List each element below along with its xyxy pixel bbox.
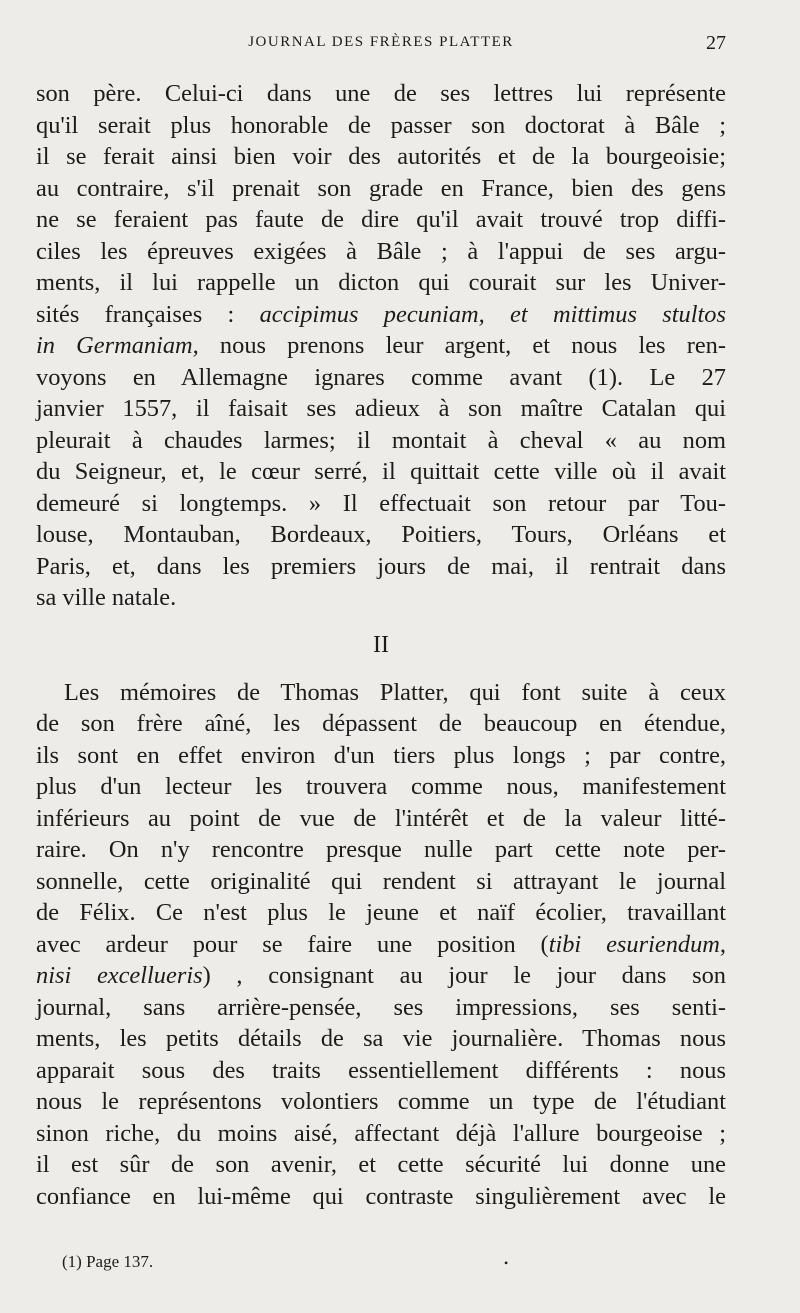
line-text: inférieurs au point de vue de l'intérêt et de la valeur litté- [36, 804, 726, 832]
text-line [36, 960, 726, 992]
text-line [36, 1086, 726, 1118]
text-line [36, 1118, 726, 1150]
page-number: 27 [706, 32, 726, 54]
line-text: il se ferait ainsi bien voir des autorités et de la bourgeoisie; [36, 143, 726, 170]
text-line [36, 330, 726, 362]
line-text: avec ardeur pour se faire une position ( [36, 930, 549, 958]
line-text: confiance en lui-même qui contraste singulièrement avec le [36, 1182, 726, 1210]
line-text: raire. On n'y rencontre presque nulle part cette note per- [36, 836, 726, 863]
line-text: plus d'un lecteur les trouvera comme nous, manifestement [36, 773, 726, 800]
line-text: nous le représentons volontiers comme un type de l'étudiant [36, 1088, 726, 1115]
line-text: il est sûr de son avenir, et cette sécurité lui donne une [36, 1151, 726, 1178]
line-text: janvier 1557, il faisait ses adieux à son maître Catalan qui [36, 395, 726, 422]
running-head [36, 32, 726, 56]
text-line [36, 488, 726, 520]
line-text: nous prenons leur argent, et nous les ren- [198, 332, 726, 359]
line-text: ments, il lui rappelle un dicton qui courait sur les Univer- [36, 269, 726, 296]
text-line [36, 708, 726, 740]
italic-text: in Germaniam, [36, 332, 199, 359]
text-line [36, 425, 726, 457]
text-line [36, 1149, 726, 1181]
italic-text: nisi excellueris [36, 962, 203, 989]
footnote: (1) Page 137. [62, 1252, 154, 1271]
text-line [36, 110, 726, 142]
line-text: Paris, et, dans les premiers jours de mai, il rentrait dans [36, 552, 726, 580]
text-line [36, 677, 726, 709]
line-text: de Félix. Ce n'est plus le jeune et naïf écolier, travaillant [36, 899, 726, 926]
text-line [36, 582, 726, 614]
line-text: de son frère aîné, les dépassent de beaucoup en étendue, [36, 710, 726, 737]
text-line [36, 866, 726, 898]
line-text: sonnelle, cette originalité qui rendent si attrayant le journal [36, 867, 726, 895]
text-line [36, 173, 726, 205]
line-text: sa ville natale. [36, 584, 177, 611]
text-line [36, 1055, 726, 1087]
italic-text: accipimus pecuniam, et mittimus stultos [259, 300, 726, 328]
text-line [36, 740, 726, 772]
footer-mark: • [504, 1256, 509, 1270]
text-line [36, 897, 726, 929]
line-text: demeuré si longtemps. » Il effectuait son retour par Tou- [36, 489, 726, 517]
line-text: du Seigneur, et, le cœur serré, il quittait cette ville où il avait [36, 458, 726, 485]
text-line [36, 992, 726, 1024]
text-line [36, 771, 726, 803]
running-title: JOURNAL DES FRÈRES PLATTER [248, 34, 514, 50]
text-line [36, 267, 726, 299]
body-text [36, 78, 726, 1212]
line-text: journal, sans arrière-pensée, ses impressions, ses senti- [36, 993, 726, 1021]
line-text: ments, les petits détails de sa vie journalière. Thomas nous [36, 1025, 726, 1052]
line-text: ) , consignant au jour le jour dans son [202, 962, 726, 989]
line-text: ciles les épreuves exigées à Bâle ; à l'appui de ses argu- [36, 237, 726, 265]
line-text: ne se feraient pas faute de dire qu'il avait trouvé trop diffi- [36, 206, 726, 233]
text-line [36, 362, 726, 394]
line-text: Les mémoires de Thomas Platter, qui font suite à ceux [64, 678, 726, 706]
text-line [36, 1181, 726, 1213]
text-line [36, 803, 726, 835]
text-line [36, 204, 726, 236]
text-line [36, 236, 726, 268]
paragraph-1 [36, 78, 726, 614]
text-line [36, 929, 726, 961]
line-text: sinon riche, du moins aisé, affectant déjà l'allure bourgeoise ; [36, 1119, 726, 1147]
paragraph-2 [36, 677, 726, 1213]
line-text: sités françaises : [36, 300, 260, 328]
text-line [36, 519, 726, 551]
italic-text: tibi esuriendum, [548, 930, 726, 958]
line-text: pleurait à chaudes larmes; il montait à cheval « au nom [36, 426, 726, 454]
line-text: louse, Montauban, Bordeaux, Poitiers, Tours, Orléans et [36, 521, 726, 548]
text-line [36, 141, 726, 173]
line-text: voyons en Allemagne ignares comme avant (1). Le 27 [36, 363, 726, 391]
text-line [36, 78, 726, 110]
section-number: II [373, 631, 389, 658]
text-line [36, 834, 726, 866]
text-line [36, 299, 726, 331]
text-line [36, 551, 726, 583]
line-text: son père. Celui-ci dans une de ses lettres lui représente [36, 80, 726, 107]
text-line [36, 393, 726, 425]
text-line [36, 456, 726, 488]
line-text: au contraire, s'il prenait son grade en France, bien des gens [36, 174, 726, 202]
text-line [36, 1023, 726, 1055]
line-text: ils sont en effet environ d'un tiers plus longs ; par contre, [36, 741, 726, 769]
line-text: apparait sous des traits essentiellement différents : nous [36, 1056, 726, 1084]
line-text: qu'il serait plus honorable de passer son doctorat à Bâle ; [36, 111, 726, 139]
